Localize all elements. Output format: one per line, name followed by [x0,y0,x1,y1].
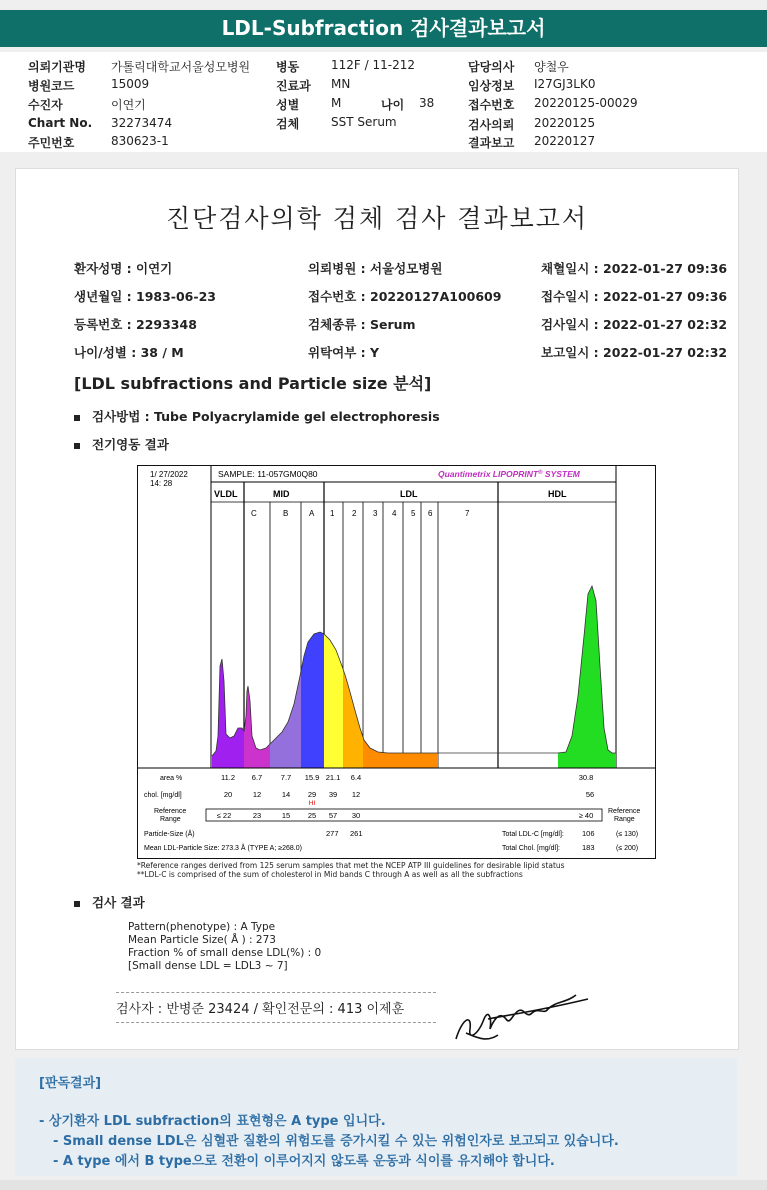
particle-size-value: 277 [326,829,339,838]
total-chol-ref: (≤ 200) [616,845,639,852]
chol-value: 56 [585,790,595,799]
group-hdl: HDL [548,489,567,499]
method-text: 검사방법 : Tube Polyacrylamide gel electrophoresis [92,409,440,424]
verdict-box [15,1058,737,1176]
meta-label: 수진자 [28,98,63,112]
bullet-icon [74,443,80,449]
patient-info: 접수번호 : 20220127A100609 [308,289,502,304]
verdict-line: - A type 에서 B type으로 전환이 이루어지지 않도록 운동과 식이를 유지해야 합니다. [53,1154,555,1169]
ref-values [217,811,594,820]
ref-value: 23 [252,811,262,820]
meta-value: I27GJ3LK0 [534,77,596,91]
area-label: area % [160,775,183,782]
patient-info: 검사일시 : 2022-01-27 02:32 [541,317,728,332]
bullet-icon [74,415,80,421]
area-value: 30.8 [578,773,594,782]
signature-stroke [456,995,588,1039]
fill-hdl [558,502,616,768]
curve-fills [212,502,616,768]
result-line: Fraction % of small dense LDL(%) : 0 [128,947,322,959]
chart-brand-name: Quantimetrix LIPOPRINT [438,469,539,479]
chol-value: 39 [328,790,338,799]
lipoprint-chart [137,465,656,859]
hi-flag: HI [308,800,316,807]
patient-info: 생년월일 : 1983-06-23 [74,289,216,304]
curve-outline [212,586,616,756]
meta-value: 20220127 [534,134,596,148]
chol-value: 12 [351,790,361,799]
patient-info: 의뢰병원 : 서울성모병원 [308,261,443,276]
patient-info: 위탁여부 : Y [308,345,380,360]
request-meta [0,52,767,152]
chart-brand [438,469,581,479]
meta-value: 양철우 [534,60,569,74]
ref-value: 30 [351,811,361,820]
report-sheet [15,168,739,1050]
signer-line: 검사자 : 반병준 23424 / 확인전문의 : 413 이제훈 [116,992,436,1023]
chart-time: 14: 28 [150,479,173,488]
patient-info: 보고일시 : 2022-01-27 02:32 [541,345,728,360]
result-line: Mean Particle Size( Å ) : 273 [128,934,276,946]
ref-value: 57 [328,811,338,820]
fill-ldl1 [324,502,343,768]
chart-sample: SAMPLE: 11-057GM0Q80 [218,469,318,479]
meta-value: M [331,96,342,110]
band-label: C [251,509,257,518]
ref-label-right: Reference [608,808,641,815]
section-title: [LDL subfractions and Particle size 분석] [74,374,432,393]
patient-info: 등록번호 : 2293348 [74,317,197,332]
particle-size-label: Particle-Size (Å) [144,831,195,838]
patient-info: 검체종류 : Serum [308,317,416,332]
band-label: 7 [465,509,470,518]
meta-value: SST Serum [331,115,397,129]
meta-value: 830623-1 [111,134,169,148]
result-line: [Small dense LDL = LDL3 ~ 7] [128,960,288,972]
patient-info: 채혈일시 : 2022-01-27 09:36 [541,261,728,276]
fill-ldl3-7 [363,502,438,768]
group-mid: MID [273,489,290,499]
total-chol-value: 183 [582,843,595,852]
meta-label: 검체 [276,117,300,131]
ref-label: Range [160,816,181,823]
meta-label: 임상정보 [468,79,515,93]
method-line [74,407,440,425]
result-block [128,921,321,973]
fill-mid-a [301,502,324,768]
meta-label: 담당의사 [468,60,515,74]
chol-value: 14 [281,790,291,799]
band-label: 2 [352,509,357,518]
ref-label: Reference [154,808,187,815]
meta-label: 검사의뢰 [468,118,515,132]
chol-value: 29 [307,790,317,799]
meta-value: 가톨릭대학교서울성모병원 [111,60,251,74]
meta-label: 진료과 [276,79,311,93]
meta-label: 나이 [381,98,405,112]
meta-value: 38 [419,96,435,110]
particle-size-value: 261 [350,829,363,838]
meta-label: Chart No. [28,116,93,130]
chart-date: 1/ 27/2022 [150,470,188,479]
ref-box [206,809,602,821]
patient-info: 나이/성별 : 38 / M [74,345,184,360]
mean-size-label: Mean LDL-Particle Size: 273.3 Å (TYPE A; ≥268.0) [144,845,302,852]
band-label: 3 [373,509,378,518]
area-values [221,773,593,782]
area-value: 15.9 [304,773,320,782]
meta-label: 병원코드 [28,79,75,93]
band-label: 1 [330,509,335,518]
lipoprint-svg [138,466,655,858]
meta-value: MN [331,77,351,91]
ref-value: 25 [307,811,317,820]
verdict-title: [판독결과] [39,1076,102,1091]
bottom-bar [0,1180,767,1190]
meta-value: 15009 [111,77,150,91]
total-ldl-label: Total LDL-C [mg/dl]: [502,831,564,838]
band-label: A [309,509,315,518]
chart-brand-suffix: SYSTEM [542,469,580,479]
total-ldl-value: 106 [582,829,595,838]
meta-label: 병동 [276,60,300,74]
verdict-line: - Small dense LDL은 심혈관 질환의 위험도를 증가시킬 수 있는 위험인자로 보고되고 있습니다. [53,1134,619,1149]
meta-label: 접수번호 [468,98,515,112]
chart-footnotes [137,861,565,879]
fill-mid-b [270,502,301,768]
footnote: **LDL-C is comprised of the sum of cholesterol in Mid bands C through A as well as all the subfractions [137,870,523,879]
result-line: Pattern(phenotype) : A Type [128,921,276,933]
electro-text: 전기영동 결과 [92,437,169,452]
chol-values [224,790,594,799]
ref-value: ≥ 40 [578,811,594,820]
meta-label: 성별 [276,98,300,112]
area-value: 6.7 [251,773,263,782]
result-heading [74,893,145,911]
report-header [0,10,767,47]
ref-value: ≤ 22 [216,811,232,820]
area-value: 11.2 [220,773,236,782]
result-heading-text: 검사 결과 [92,895,145,910]
band-label: 6 [428,509,433,518]
meta-value: 20220125 [534,116,596,130]
patient-info: 환자성명 : 이연기 [74,261,173,276]
area-value: 21.1 [325,773,341,782]
area-value: 7.7 [280,773,292,782]
band-label: B [283,509,289,518]
footnote: *Reference ranges derived from 125 serum samples that met the NCEP ATP III guidelines for desirable lipid status [137,861,565,870]
meta-value: 32273474 [111,116,173,130]
chol-label: chol. [mg/dl] [144,792,182,799]
signature-image [448,989,598,1049]
ref-label-right: Range [614,816,635,823]
chol-value: 12 [252,790,262,799]
meta-label: 의뢰기관명 [28,60,86,74]
band-labels [251,509,470,518]
band-label: 4 [392,509,397,518]
total-chol-label: Total Chol. [mg/dl]: [502,845,560,852]
fill-mid-c [244,502,270,768]
electro-heading [74,435,169,453]
bullet-icon [74,901,80,907]
group-vldl: VLDL [214,489,238,499]
meta-value: 20220125-00029 [534,96,638,110]
patient-info: 접수일시 : 2022-01-27 09:36 [541,289,728,304]
meta-label: 주민번호 [28,136,75,150]
band-label: 5 [411,509,416,518]
chol-value: 20 [223,790,233,799]
meta-value: 이연기 [111,98,146,112]
ref-value: 15 [281,811,291,820]
total-ldl-ref: (≤ 130) [616,831,639,838]
area-value: 6.4 [350,773,362,782]
chart-brand-mark: ® [538,470,543,476]
meta-value: 112F / 11-212 [331,58,415,72]
verdict-line: - 상기환자 LDL subfraction의 표현형은 A type 입니다. [39,1114,386,1129]
meta-label: 결과보고 [468,136,515,150]
report-header-title: LDL-Subfraction 검사결과보고서 [221,16,546,40]
report-title: 진단검사의학 검체 검사 결과보고서 [165,204,589,233]
group-ldl: LDL [400,489,418,499]
